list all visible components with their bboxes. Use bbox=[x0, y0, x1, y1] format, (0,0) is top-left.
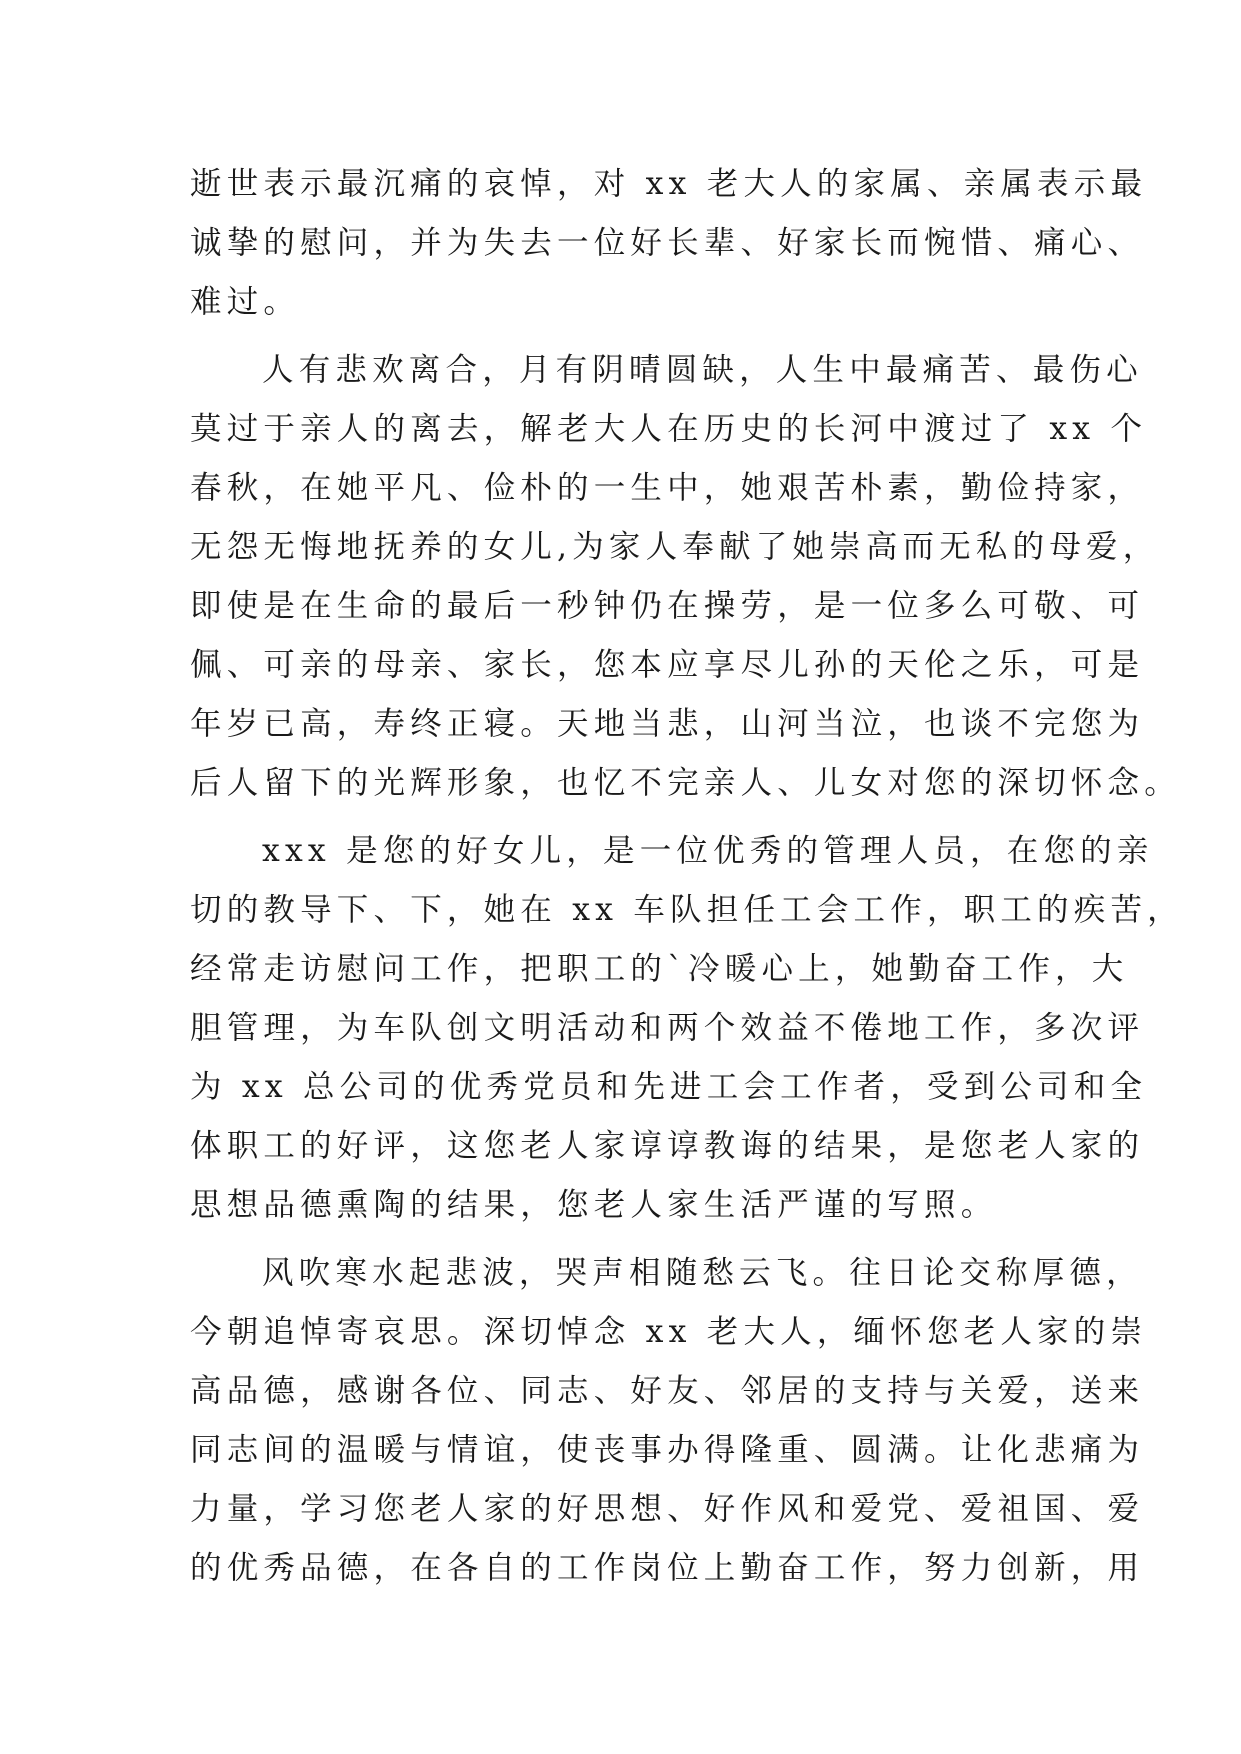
paragraph bbox=[190, 341, 1181, 813]
paragraph bbox=[190, 1244, 1148, 1598]
text-line: 体职工的好评，这您老人家谆谆教诲的结果，是您老人家的 bbox=[190, 1128, 1145, 1164]
text-line: 无怨无悔地抚养的女儿,为家人奉献了她崇高而无私的母爱， bbox=[190, 529, 1160, 565]
text-line: 今朝追悼寄哀思。深切悼念 xx 老大人，缅怀您老人家的崇 bbox=[190, 1314, 1148, 1350]
text-line: 即使是在生命的最后一秒钟仍在操劳，是一位多么可敬、可 bbox=[190, 588, 1145, 624]
text-line: 力量，学习您老人家的好思想、好作风和爱党、爱祖国、爱 bbox=[190, 1491, 1145, 1527]
text-line: 人有悲欢离合，月有阴晴圆缺，人生中最痛苦、最伤心 bbox=[262, 352, 1143, 388]
document-body bbox=[190, 155, 1184, 1598]
text-line: xxx 是您的好女儿，是一位优秀的管理人员，在您的亲 bbox=[262, 833, 1154, 869]
paragraph bbox=[190, 822, 1184, 1235]
text-line: 风吹寒水起悲波，哭声相随愁云飞。往日论交称厚德， bbox=[262, 1255, 1143, 1291]
text-line: 切的教导下、下，她在 xx 车队担任工会工作，职工的疾苦， bbox=[190, 892, 1184, 928]
text-line: 佩、可亲的母亲、家长，您本应享尽儿孙的天伦之乐，可是 bbox=[190, 647, 1145, 683]
text-line: 胆管理，为车队创文明活动和两个效益不倦地工作，多次评 bbox=[190, 1010, 1145, 1046]
text-line: 经常走访慰问工作，把职工的`冷暖心上，她勤奋工作，大 bbox=[190, 951, 1129, 987]
text-line: 的优秀品德，在各自的工作岗位上勤奋工作，努力创新，用 bbox=[190, 1550, 1145, 1586]
text-line: 高品德，感谢各位、同志、好友、邻居的支持与关爱，送来 bbox=[190, 1373, 1145, 1409]
text-line: 逝世表示最沉痛的哀悼，对 xx 老大人的家属、亲属表示最 bbox=[190, 166, 1148, 202]
text-line: 思想品德熏陶的结果，您老人家生活严谨的写照。 bbox=[190, 1187, 998, 1223]
text-line: 年岁已高，寿终正寝。天地当悲，山河当泣，也谈不完您为 bbox=[190, 706, 1145, 742]
text-line: 同志间的温暖与情谊，使丧事办得隆重、圆满。让化悲痛为 bbox=[190, 1432, 1145, 1468]
paragraph bbox=[190, 155, 1148, 332]
text-line: 后人留下的光辉形象，也忆不完亲人、儿女对您的深切怀念。 bbox=[190, 765, 1181, 801]
text-line: 春秋，在她平凡、俭朴的一生中，她艰苦朴素，勤俭持家， bbox=[190, 470, 1145, 506]
text-line: 莫过于亲人的离去，解老大人在历史的长河中渡过了 xx 个 bbox=[190, 411, 1148, 447]
text-line: 难过。 bbox=[190, 284, 301, 320]
text-line: 为 xx 总公司的优秀党员和先进工会工作者，受到公司和全 bbox=[190, 1069, 1148, 1105]
text-line: 诚挚的慰问，并为失去一位好长辈、好家长而惋惜、痛心、 bbox=[190, 225, 1145, 261]
